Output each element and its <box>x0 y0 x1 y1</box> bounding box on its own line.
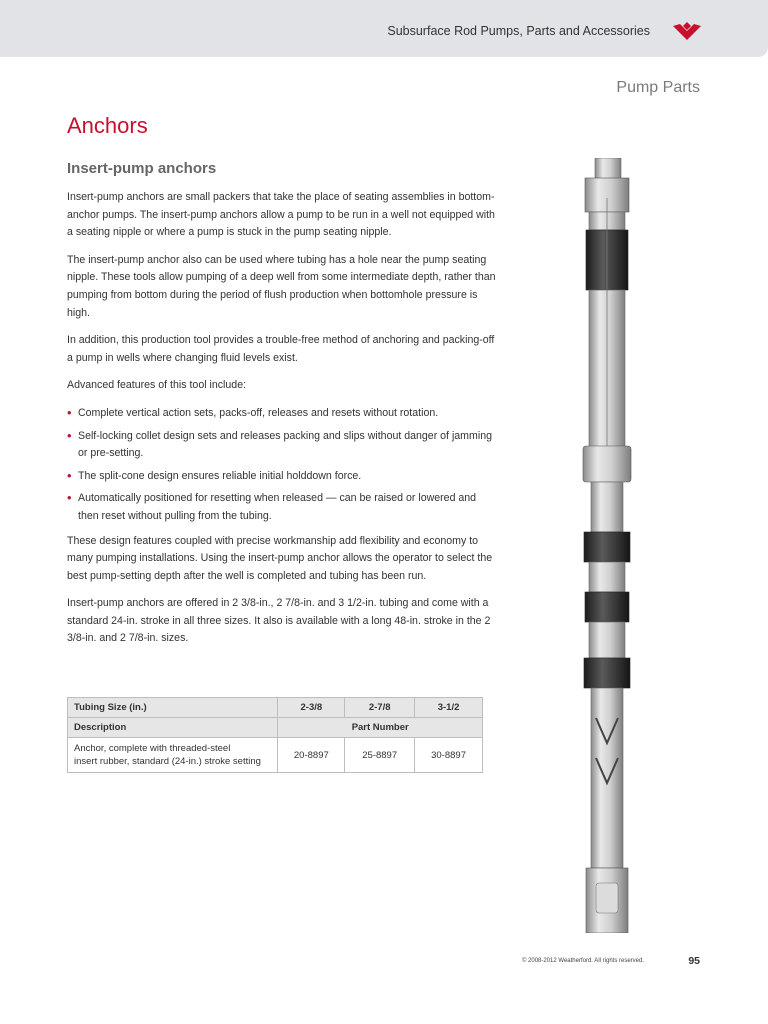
body-text <box>67 189 497 658</box>
description-header: Description <box>68 718 278 738</box>
part-number-header: Part Number <box>278 718 483 738</box>
feature-item <box>67 428 497 463</box>
paragraph: In addition, this production tool provides a trouble-free method of anchoring and packing-off a pump in wells where changing fluid levels exist. <box>67 334 495 364</box>
table-subheader-row <box>68 718 483 738</box>
part-number-table <box>67 697 483 773</box>
paragraph: Insert-pump anchors are small packers that take the place of seating assemblies in bottom-anchor pumps. The insert-pump anchors allow a pump to be run in a well not equipped with a seating nipple or where a pump is stuck in the pump seating nipple. <box>67 191 495 239</box>
feature-item <box>67 468 497 486</box>
size-header: 2-7/8 <box>345 698 415 718</box>
section-subheading: Insert-pump anchors <box>67 160 217 177</box>
feature-text: The split-cone design ensures reliable initial holddown force. <box>78 469 362 482</box>
feature-item <box>67 405 497 423</box>
feature-text: Complete vertical action sets, packs-off, releases and resets without rotation. <box>78 406 439 419</box>
paragraph: These design features coupled with precise workmanship add flexibility and economy to many pumping installations. Using the insert-pump anchor allows the operator to select the best pump-setting depth after the well is completed and tubing has been run. <box>67 534 493 582</box>
size-header: 3-1/2 <box>415 698 483 718</box>
description-cell: Anchor, complete with threaded-steel insert rubber, standard (24-in.) stroke setting <box>68 738 278 773</box>
page-title: Anchors <box>67 113 148 138</box>
feature-text: Self-locking collet design sets and releases packing and slips without danger of jamming or pre-setting. <box>78 429 492 460</box>
page-number: 95 <box>688 955 700 967</box>
feature-text: Automatically positioned for resetting when released — can be raised or lowered and then reset without pulling from the tubing. <box>78 492 477 522</box>
table-row <box>68 738 483 773</box>
header-title: Subsurface Rod Pumps, Parts and Accessories <box>387 24 650 38</box>
page-header <box>0 0 768 57</box>
paragraph: The insert-pump anchor also can be used where tubing has a hole near the pump seating nipple. These tools allow pumping of a deep well from some intermediate depth, rather than pumping from bottom during the period of flush production when bottomhole pressure is high. <box>67 253 496 319</box>
feature-item <box>67 490 497 525</box>
bullet-icon: • <box>67 404 72 420</box>
paragraph: Insert-pump anchors are offered in 2 3/8-in., 2 7/8-in. and 3 1/2-in. tubing and come with a standard 24-in. stroke in all three sizes. It also is available with a long 48-in. stroke in the 2 3/8-in. and 2 7/8-in. sizes. <box>67 597 491 645</box>
size-header: 2-3/8 <box>278 698 345 718</box>
weatherford-logo-icon <box>672 22 702 42</box>
part-number-cell: 30-8897 <box>415 738 483 773</box>
table-header-row <box>68 698 483 718</box>
paragraph: Advanced features of this tool include: <box>67 379 247 392</box>
insert-pump-anchor-illustration <box>572 158 642 933</box>
copyright-notice: © 2008-2012 Weatherford. All rights reserved. <box>521 958 644 964</box>
tubing-size-header: Tubing Size (in.) <box>68 698 278 718</box>
bullet-icon: • <box>67 467 72 483</box>
section-label: Pump Parts <box>616 79 700 96</box>
bullet-icon: • <box>67 427 72 443</box>
bullet-icon: • <box>67 490 72 506</box>
feature-list <box>67 405 497 526</box>
part-number-cell: 20-8897 <box>278 738 345 773</box>
part-number-cell: 25-8897 <box>345 738 415 773</box>
